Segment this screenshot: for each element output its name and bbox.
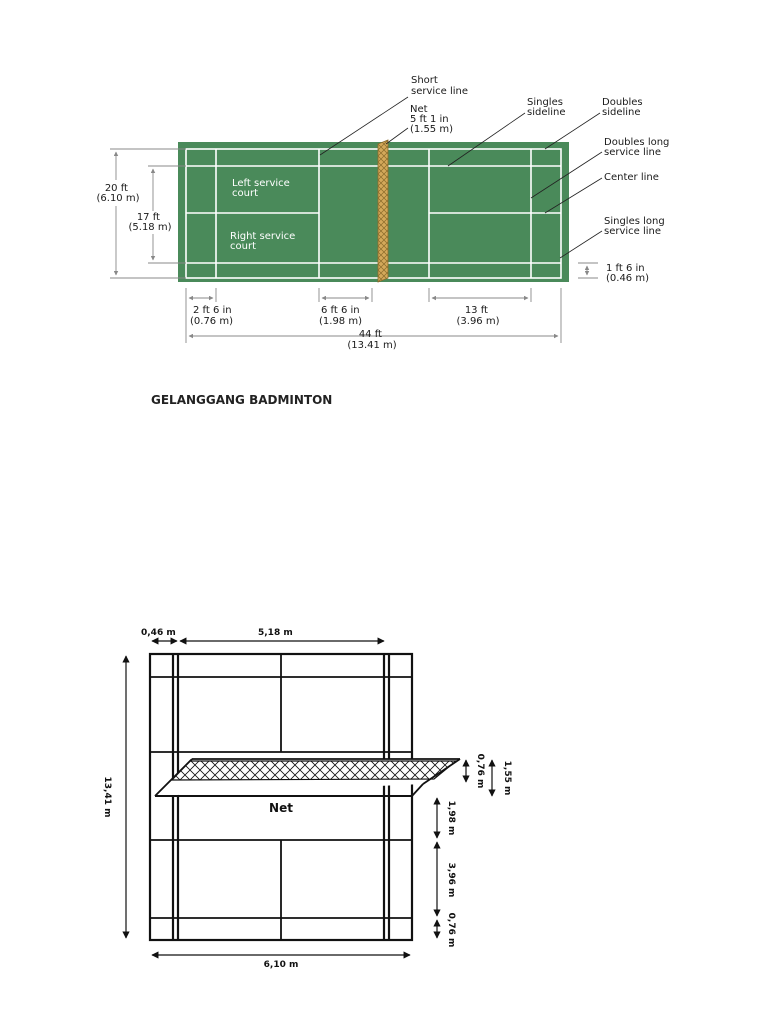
dimension-046m: 0,46 m (141, 628, 176, 638)
dimension-610m: 6,10 m (263, 960, 299, 970)
dimension-198m: 1,98 m (446, 800, 456, 836)
right-service-court-label: Right service court (230, 231, 296, 252)
dimension-518m: 5,18 m (258, 628, 293, 638)
singles-sideline-callout: Singles sideline (527, 97, 566, 118)
dimension-076m-bottom: 0,76 m (446, 912, 456, 948)
net-label: Net (269, 801, 293, 815)
dimension-20ft: 20 ft (6.10 m) (96, 183, 140, 204)
dimension-1341m: 13,41 m (102, 776, 112, 818)
net (378, 140, 388, 282)
net-perspective (155, 759, 460, 796)
short-service-line-callout: Short service line (411, 75, 469, 97)
dimension-17ft: 17 ft (5.18 m) (128, 212, 172, 233)
center-line-callout: Center line (604, 172, 659, 183)
doubles-long-service-line-callout: Doubles long service line (604, 137, 670, 158)
back-gap-dimension (578, 263, 598, 278)
back-gap-callout: 1 ft 6 in (0.46 m) (606, 263, 649, 284)
dimension-44ft: 44 ft (13.41 m) (347, 329, 397, 351)
dimension-2ft6: 2 ft 6 in (0.76 m) (190, 305, 233, 327)
doubles-sideline-callout: Doubles sideline (602, 97, 643, 118)
court-surface (178, 142, 569, 282)
dimension-396m: 3,96 m (446, 862, 456, 898)
dimension-6ft6: 6 ft 6 in (1.98 m) (319, 305, 362, 327)
singles-long-service-line-callout: Singles long service line (604, 216, 665, 237)
dimension-13ft: 13 ft (3.96 m) (456, 305, 500, 327)
dimension-076m-top: 0,76 m (475, 753, 485, 789)
left-service-court-label: Left service court (232, 178, 290, 199)
net-callout: Net 5 ft 1 in (1.55 m) (410, 104, 453, 135)
diagram-caption: GELANGGANG BADMINTON (151, 393, 333, 407)
dimension-155m: 1,55 m (502, 760, 512, 796)
